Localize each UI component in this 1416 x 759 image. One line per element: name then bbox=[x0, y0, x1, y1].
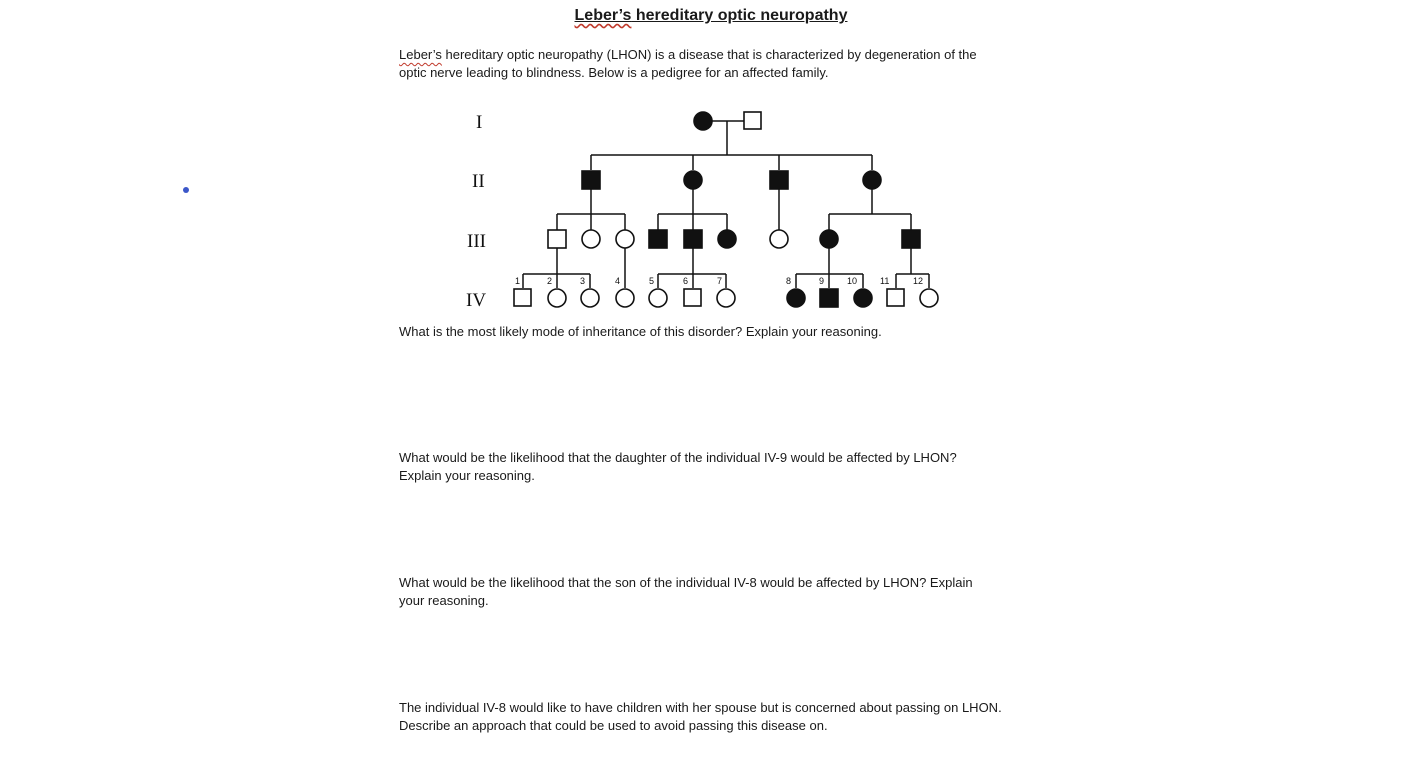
gen-label-4: IV bbox=[466, 290, 487, 311]
gen3-female-affected-1 bbox=[718, 230, 736, 248]
question-4-line2: Describe an approach that could be used to avoid passing this disease on. bbox=[399, 718, 828, 733]
intro-line1: hereditary optic neuropathy (LHON) is a disease that is characterized by degeneration of the bbox=[441, 47, 977, 62]
gen4-number-11: 11 bbox=[880, 276, 890, 286]
gen4-individual-6 bbox=[684, 289, 701, 306]
gen4-number-8: 8 bbox=[786, 276, 792, 286]
intro-word-misspelled: Leber’s bbox=[399, 47, 442, 62]
question-2-line2: Explain your reasoning. bbox=[399, 468, 535, 483]
document-title bbox=[0, 7, 1416, 25]
gen4-individual-11 bbox=[887, 289, 904, 306]
gen2-female-affected-2 bbox=[863, 171, 881, 189]
title-word-misspelled: Leber’s bbox=[574, 7, 632, 24]
gen4-individual-3 bbox=[581, 289, 599, 307]
gen4-individual-1 bbox=[514, 289, 531, 306]
question-3-line2: your reasoning. bbox=[399, 593, 489, 608]
intro-paragraph bbox=[399, 46, 1039, 82]
gen-label-1: I bbox=[476, 112, 483, 133]
pedigree-lines bbox=[523, 121, 929, 288]
gen1-male-unaffected bbox=[744, 112, 761, 129]
pedigree-chart bbox=[462, 100, 952, 316]
gen4-number-10: 10 bbox=[847, 276, 858, 286]
question-4-line1: The individual IV-8 would like to have children with her spouse but is concerned about passing on LHON. bbox=[399, 700, 1002, 715]
gen3-male-unaffected-1 bbox=[548, 230, 566, 248]
gen4-number-7: 7 bbox=[717, 276, 723, 286]
gen4-number-3: 3 bbox=[580, 276, 586, 286]
gen2-male-affected-1 bbox=[582, 171, 600, 189]
question-1 bbox=[399, 323, 1039, 341]
gen2-female-affected-1 bbox=[684, 171, 702, 189]
gen4-number-9: 9 bbox=[819, 276, 825, 286]
title-rest: hereditary optic neuropathy bbox=[631, 7, 848, 24]
gen4-individual-9 bbox=[820, 289, 838, 307]
question-2 bbox=[399, 449, 1039, 485]
gen4-number-4: 4 bbox=[615, 276, 621, 286]
gen3-female-affected-2 bbox=[820, 230, 838, 248]
gen-label-2: II bbox=[472, 171, 485, 192]
gen4-number-5: 5 bbox=[649, 276, 655, 286]
gen3-female-unaffected-2 bbox=[616, 230, 634, 248]
gen4-individual-10 bbox=[854, 289, 872, 307]
gen4-number-12: 12 bbox=[913, 276, 924, 286]
gen4-number-2: 2 bbox=[547, 276, 553, 286]
gen4-number-6: 6 bbox=[683, 276, 689, 286]
gen4-individual-4 bbox=[616, 289, 634, 307]
gen4-individual-7 bbox=[717, 289, 735, 307]
gen2-male-affected-2 bbox=[770, 171, 788, 189]
gen4-individual-8 bbox=[787, 289, 805, 307]
gen4-number-1: 1 bbox=[515, 276, 521, 286]
gen4-individual-12 bbox=[920, 289, 938, 307]
question-3 bbox=[399, 574, 1039, 610]
gen4-individual-2 bbox=[548, 289, 566, 307]
gen-label-3: III bbox=[467, 231, 486, 252]
gen3-male-affected-1 bbox=[649, 230, 667, 248]
gen4-individual-5 bbox=[649, 289, 667, 307]
intro-line2: optic nerve leading to blindness. Below is a pedigree for an affected family. bbox=[399, 65, 829, 80]
gen3-female-unaffected-3 bbox=[770, 230, 788, 248]
gen3-male-affected-2 bbox=[684, 230, 702, 248]
cursor-dot bbox=[183, 187, 189, 193]
gen3-female-unaffected-1 bbox=[582, 230, 600, 248]
gen3-male-affected-3 bbox=[902, 230, 920, 248]
question-1-text: What is the most likely mode of inheritance of this disorder? Explain your reasoning. bbox=[399, 324, 882, 339]
question-3-line1: What would be the likelihood that the son of the individual IV-8 would be affected by LHON? Explain bbox=[399, 575, 973, 590]
gen1-female-affected bbox=[694, 112, 712, 130]
question-4 bbox=[399, 699, 1039, 735]
question-2-line1: What would be the likelihood that the daughter of the individual IV-9 would be affected by LHON? bbox=[399, 450, 957, 465]
